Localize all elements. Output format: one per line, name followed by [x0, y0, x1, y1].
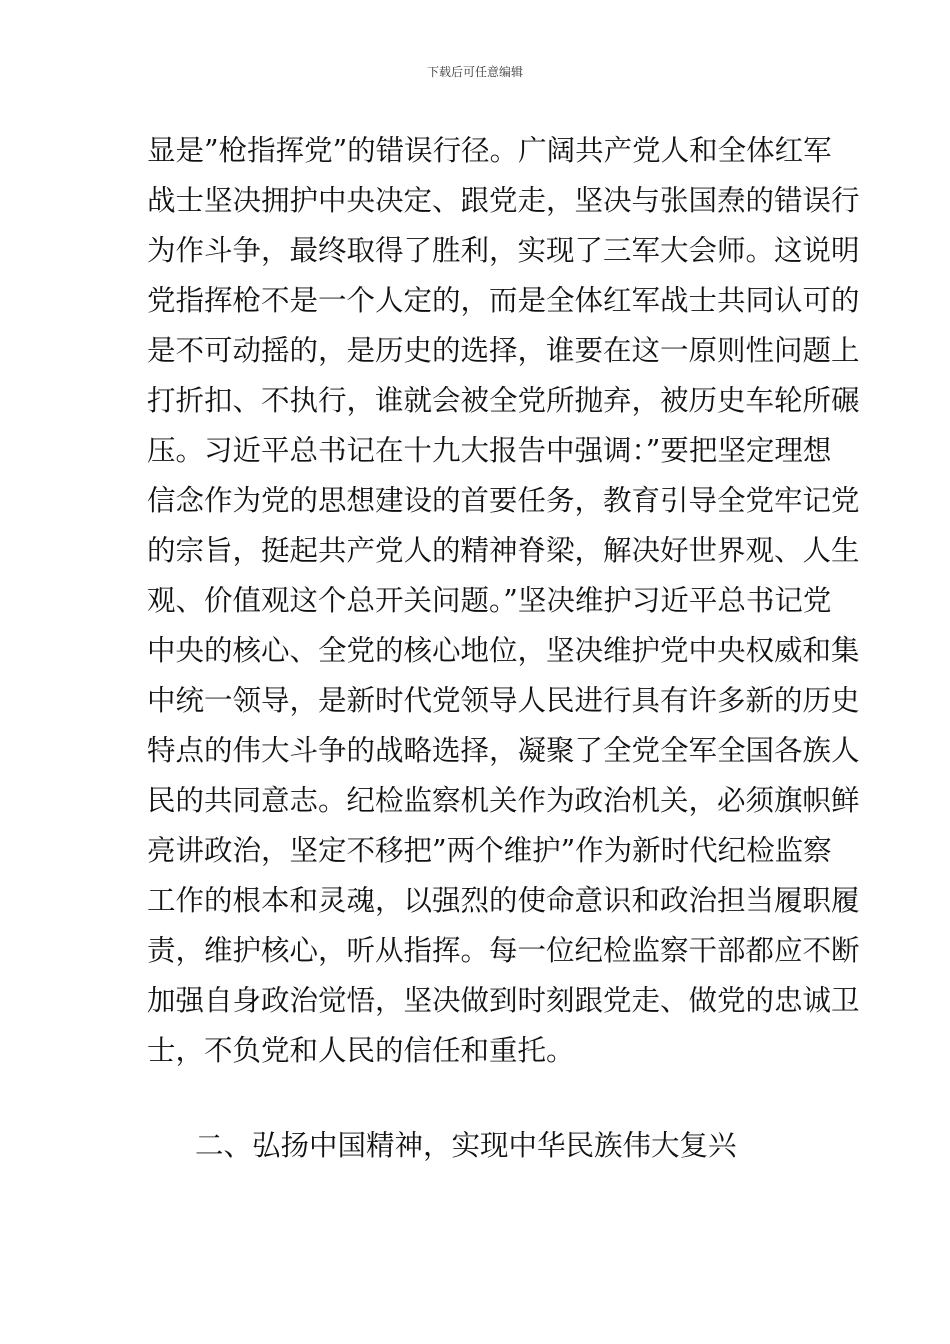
page-header: 下载后可任意编辑 [426, 65, 523, 79]
paragraph-line: 党指挥枪不是一个人定的，而是全体红军战士共同认可的 [147, 284, 860, 317]
paragraph-line: 亮讲政治，坚定不移把”两个维护”作为新时代纪检监察 [147, 834, 832, 867]
paragraph-line: 观、价值观这个总开关问题。”坚决维护习近平总书记党 [147, 584, 832, 617]
paragraph-line: 民的共同意志。纪检监察机关作为政治机关，必须旗帜鲜 [147, 784, 860, 817]
paragraph-line: 为作斗争，最终取得了胜利，实现了三军大会师。这说明 [147, 234, 860, 267]
paragraph-line: 工作的根本和灵魂，以强烈的使命意识和政治担当履职履 [147, 884, 860, 917]
paragraph-line: 信念作为党的思想建设的首要任务，教育引导全党牢记党 [147, 484, 860, 517]
paragraph-line: 加强自身政治觉悟，坚决做到时刻跟党走、做党的忠诚卫 [147, 984, 860, 1017]
paragraph-line: 责，维护核心，听从指挥。每一位纪检监察干部都应不断 [147, 934, 860, 967]
paragraph-line: 士，不负党和人民的信任和重托。 [147, 1034, 575, 1067]
paragraph-line: 中统一领导，是新时代党领导人民进行具有许多新的历史 [147, 684, 860, 717]
section-heading: 二、弘扬中国精神，实现中华民族伟大复兴 [195, 1129, 737, 1162]
paragraph-line: 特点的伟大斗争的战略选择，凝聚了全党全军全国各族人 [147, 734, 860, 767]
paragraph-line: 打折扣、不执行，谁就会被全党所抛弃，被历史车轮所碾 [147, 384, 860, 417]
paragraph-line: 中央的核心、全党的核心地位，坚决维护党中央权威和集 [147, 634, 860, 667]
paragraph-line: 的宗旨，挺起共产党人的精神脊梁，解决好世界观、人生 [147, 534, 860, 567]
paragraph-line: 压。习近平总书记在十九大报告中强调：”要把坚定理想 [147, 434, 832, 467]
paragraph-line: 显是”枪指挥党”的错误行径。广阔共产党人和全体红军 [147, 134, 832, 167]
body-paragraph [147, 126, 860, 1076]
paragraph-line: 是不可动摇的，是历史的选择，谁要在这一原则性问题上 [147, 334, 860, 367]
paragraph-line: 战士坚决拥护中央决定、跟党走，坚决与张国焘的错误行 [147, 184, 860, 217]
